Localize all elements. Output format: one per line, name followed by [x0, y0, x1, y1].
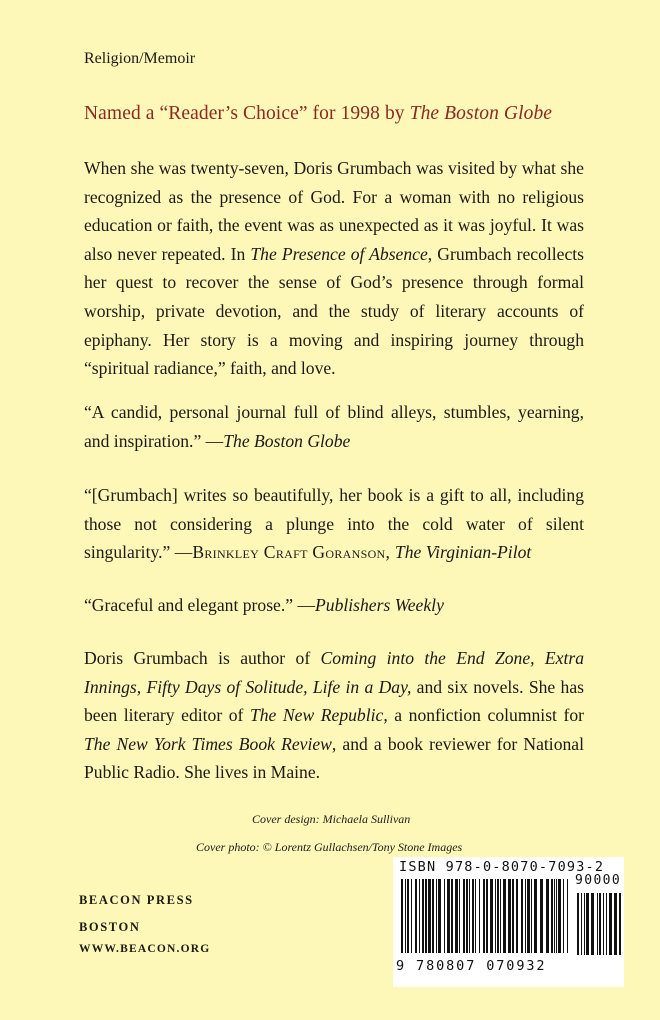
- price-code: 90000: [575, 873, 622, 888]
- publisher-city: BOSTON: [79, 920, 141, 934]
- bio-book-titles: Coming into the End Zone, Extra Innings, Fifty Days of Solitude, Life in a Day,: [84, 648, 584, 697]
- review-quote-3: [84, 591, 584, 620]
- award-text: Named a “Reader’s Choice” for 1998 by: [84, 103, 410, 124]
- isbn-barcode: [393, 857, 624, 987]
- publisher-name: BEACON PRESS: [79, 893, 194, 907]
- award-headline: [84, 103, 552, 125]
- bio-text: Doris Grumbach is author of: [84, 648, 321, 668]
- bio-text: , and a book reviewer for National Public Radio. She lives in Maine.: [84, 733, 584, 783]
- bio-text: , a nonfiction columnist for: [383, 705, 585, 726]
- quote-source: Publishers Weekly: [315, 595, 444, 615]
- book-description: [84, 154, 584, 383]
- book-title: The Presence of Absence: [250, 243, 428, 264]
- author-bio: [84, 644, 584, 787]
- ean-barcode-bars: [401, 879, 569, 953]
- quote-text: “Graceful and elegant prose.” —: [84, 595, 316, 615]
- ean-number: 9 780807 070932: [396, 958, 547, 974]
- category-label: Religion/Memoir: [84, 50, 196, 67]
- description-text-1: When she was twenty-seven, Doris Grumbach was visited by what she recognized as the presence of God. For a woman with no religious education or faith, the event was as unexpected as it was joyful. It was also never repeated. In: [84, 158, 584, 264]
- quote-text: “A candid, personal journal full of blind alleys, stumbles, yearning, and inspiration.” —: [84, 402, 584, 451]
- cover-design-credit: Cover design: Michaela Sullivan: [252, 812, 411, 826]
- bio-publication: The New York Times Book Review: [84, 733, 332, 754]
- quote-source: The Boston Globe: [223, 430, 351, 451]
- review-quote-2: [84, 481, 584, 567]
- description-text-2: , Grumbach recollects her quest to recover the sense of God’s presence through formal worship, private devotion, and the study of literary accounts of epiphany. Her story is a moving and inspiring journey through “spiritual radiance,” faith, and love.: [84, 243, 585, 379]
- bio-publication: The New Republic: [249, 705, 384, 726]
- bio-text: and six novels. She has been literary editor of: [84, 676, 584, 726]
- review-quote-1: [84, 398, 584, 455]
- quote-author: Brinkley Craft Goranson,: [192, 542, 395, 563]
- quote-source: The Virginian-Pilot: [394, 542, 532, 563]
- quote-text: “[Grumbach] writes so beautifully, her book is a gift to all, including those not considering a plunge into the cold water of silent singularity.” —: [84, 485, 584, 563]
- cover-photo-credit: Cover photo: © Lorentz Gullachsen/Tony Stone Images: [196, 840, 463, 854]
- award-publication: The Boston Globe: [409, 103, 553, 124]
- publisher-website: WWW.BEACON.ORG: [79, 943, 211, 955]
- addon-barcode-bars: [577, 893, 621, 955]
- isbn-number: ISBN 978-0-8070-7093-2: [399, 859, 605, 875]
